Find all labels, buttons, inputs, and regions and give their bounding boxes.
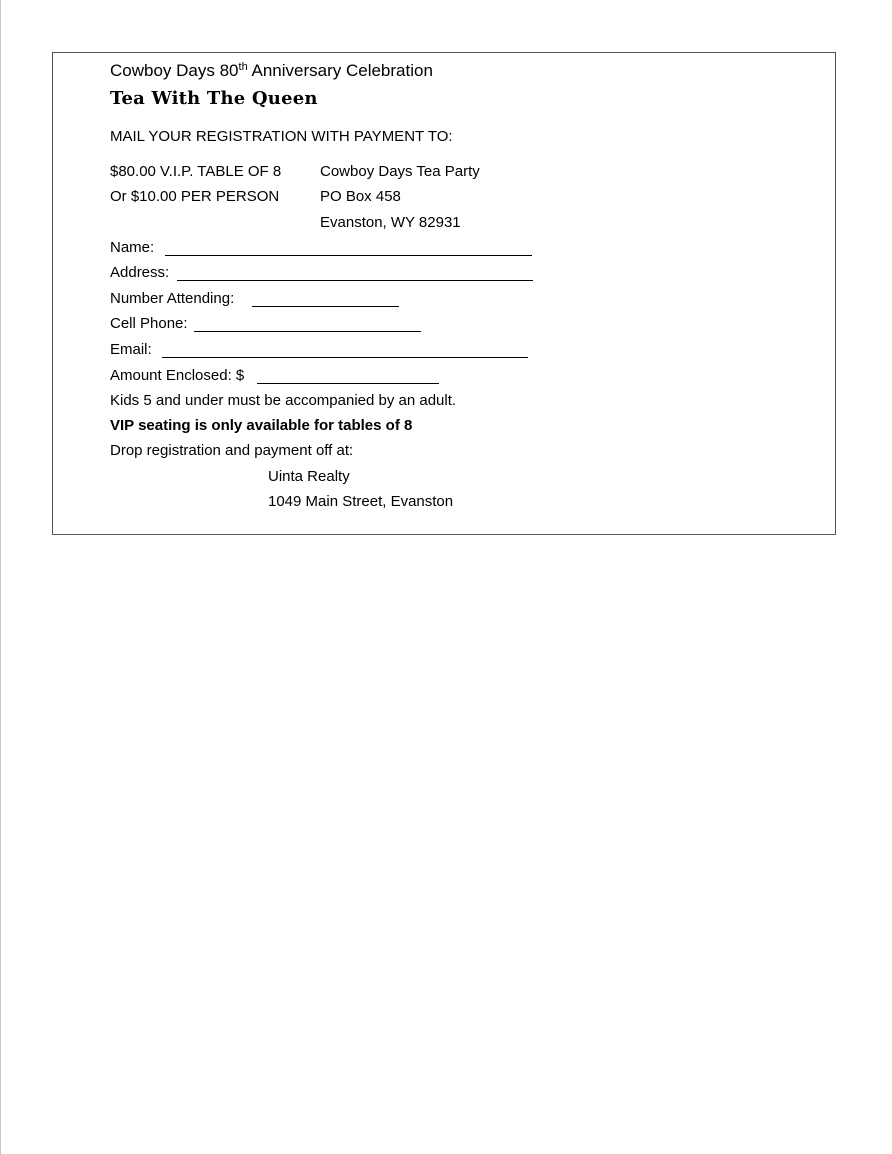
vip-note: VIP seating is only available for tables of 8 (110, 417, 413, 434)
address-field[interactable] (177, 280, 533, 281)
mail-to-po-box: PO Box 458 (320, 188, 401, 205)
attending-field[interactable] (252, 306, 399, 307)
address-label: Address: (110, 264, 170, 281)
name-field[interactable] (165, 255, 532, 256)
page-edge (0, 0, 1, 1154)
amount-label: Amount Enclosed: $ (110, 367, 245, 384)
email-field[interactable] (162, 357, 528, 358)
name-label: Name: (110, 239, 155, 256)
dropoff-name: Uinta Realty (268, 468, 350, 485)
dropoff-address: 1049 Main Street, Evanston (268, 493, 454, 510)
phone-label: Cell Phone: (110, 315, 188, 332)
email-label: Email: (110, 341, 152, 358)
mail-to-city: Evanston, WY 82931 (320, 214, 461, 231)
phone-field[interactable] (194, 331, 421, 332)
mail-heading: MAIL YOUR REGISTRATION WITH PAYMENT TO: (110, 128, 453, 145)
event-subtitle: Tea With The Queen (110, 88, 318, 109)
mail-to-name: Cowboy Days Tea Party (320, 163, 480, 180)
amount-field[interactable] (257, 383, 439, 384)
event-title: Cowboy Days 80th Anniversary Celebration (110, 61, 433, 80)
per-person-price: Or $10.00 PER PERSON (110, 188, 280, 205)
kids-note: Kids 5 and under must be accompanied by an adult. (110, 392, 457, 409)
attending-label: Number Attending: (110, 290, 235, 307)
vip-table-price: $80.00 V.I.P. TABLE OF 8 (110, 163, 282, 180)
dropoff-note: Drop registration and payment off at: (110, 442, 354, 459)
